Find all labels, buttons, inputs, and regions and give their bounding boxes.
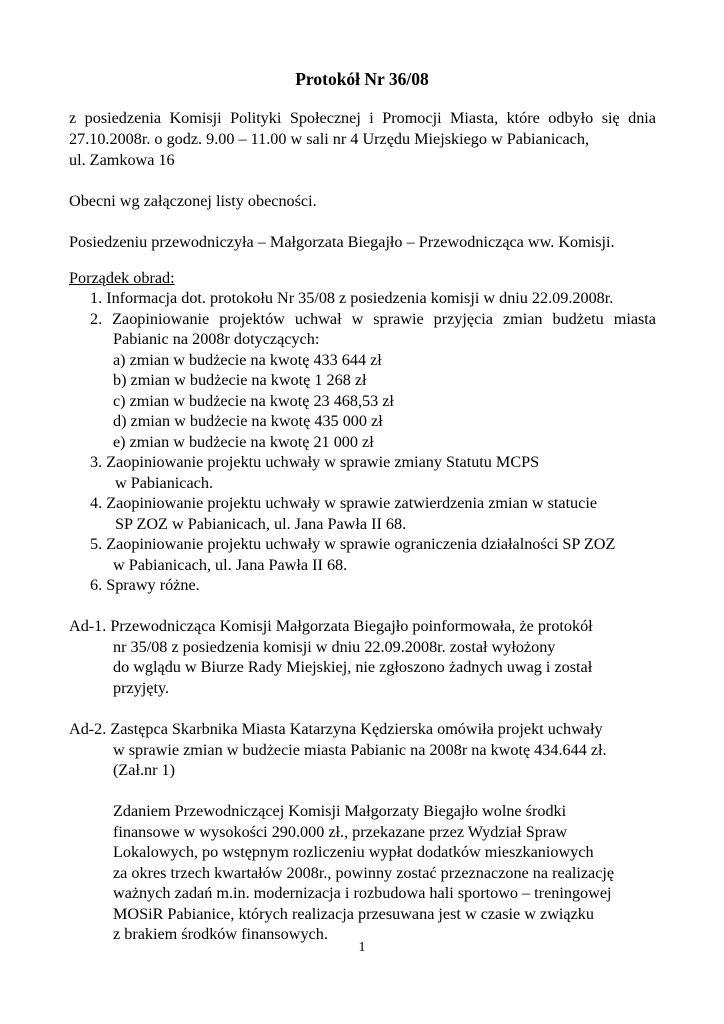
- agenda-item-4: 4. Zaopiniowanie projektu uchwały w sprawie zatwierdzenia zmian w statucie: [90, 494, 598, 512]
- ad2-line-1: Ad-2. Zastępca Skarbnika Miasta Katarzyna Kędzierska omówiła projekt uchwały: [69, 720, 603, 738]
- ad1-line-4: przyjęty.: [113, 679, 170, 697]
- agenda-item-2-cont: Pabianic na 2008r dotyczących:: [113, 330, 320, 348]
- ad2-paragraph-line-2: finansowe w wysokości 290.000 zł., przekazane przez Wydział Spraw: [113, 823, 568, 841]
- agenda-item-5: 5. Zaopiniowanie projektu uchwały w sprawie ograniczenia działalności SP ZOZ: [90, 535, 616, 553]
- intro-line-3: ul. Zamkowa 16: [69, 151, 175, 169]
- agenda-item-2: 2. Zaopiniowanie projektów uchwał w sprawie przyjęcia zmian budżetu miasta: [90, 310, 656, 328]
- agenda-item-3-cont: w Pabianicach.: [115, 474, 213, 492]
- ad2-paragraph-line-7: z brakiem środków finansowych.: [113, 925, 328, 943]
- agenda-item-1: 1. Informacja dot. protokołu Nr 35/08 z posiedzenia komisji w dniu 22.09.2008r.: [90, 289, 614, 307]
- agenda-heading: Porządek obrad:: [69, 269, 175, 287]
- ad2-paragraph-line-4: za okres trzech kwartałów 2008r., powinny zostać przeznaczone na realizację: [113, 864, 615, 882]
- ad2-line-3: (Zał.nr 1): [113, 761, 176, 779]
- agenda-subitem-b: b) zmian w budżecie na kwotę 1 268 zł: [113, 371, 367, 389]
- ad1-line-3: do wglądu w Biurze Rady Miejskiej, nie zgłoszono żadnych uwag i został: [113, 658, 593, 676]
- ad2-paragraph-line-5: ważnych zadań m.in. modernizacja i rozbudowa hali sportowo – treningowej: [113, 884, 612, 902]
- document-title: Protokół Nr 36/08: [295, 69, 429, 89]
- chair-text: Posiedzeniu przewodniczyła – Małgorzata Biegajło – Przewodnicząca ww. Komisji.: [69, 233, 615, 251]
- page-number: 1: [358, 940, 366, 955]
- ad2-line-2: w sprawie zmian w budżecie miasta Pabianic na 2008r na kwotę 434.644 zł.: [113, 741, 607, 759]
- agenda-subitem-e: e) zmian w budżecie na kwotę 21 000 zł: [113, 433, 374, 451]
- attendance-text: Obecni wg załączonej listy obecności.: [69, 192, 317, 210]
- ad1-line-1: Ad-1. Przewodnicząca Komisji Małgorzata Biegajło poinformowała, że protokół: [69, 617, 593, 635]
- intro-line-1: z posiedzenia Komisji Polityki Społecznej i Promocji Miasta, które odbyło się dnia: [69, 109, 656, 127]
- ad1-line-2: nr 35/08 z posiedzenia komisji w dniu 22.09.2008r. został wyłożony: [113, 638, 556, 656]
- agenda-subitem-a: a) zmian w budżecie na kwotę 433 644 zł: [113, 351, 382, 369]
- ad2-paragraph-line-3: Lokalowych, po wstępnym rozliczeniu wypłat dodatków mieszkaniowych: [113, 843, 594, 861]
- agenda-item-5-cont: w Pabianicach, ul. Jana Pawła II 68.: [113, 556, 348, 574]
- agenda-item-4-cont: SP ZOZ w Pabianicach, ul. Jana Pawła II 68.: [115, 515, 407, 533]
- agenda-item-3: 3. Zaopiniowanie projektu uchwały w sprawie zmiany Statutu MCPS: [90, 453, 540, 471]
- intro-line-2: 27.10.2008r. o godz. 9.00 – 11.00 w sali nr 4 Urzędu Miejskiego w Pabianicach,: [69, 130, 590, 148]
- ad2-paragraph-line-1: Zdaniem Przewodniczącej Komisji Małgorzaty Biegajło wolne środki: [113, 802, 567, 820]
- agenda-subitem-d: d) zmian w budżecie na kwotę 435 000 zł: [113, 412, 383, 430]
- agenda-item-6: 6. Sprawy różne.: [90, 576, 200, 594]
- agenda-subitem-c: c) zmian w budżecie na kwotę 23 468,53 zł: [113, 392, 394, 410]
- ad2-paragraph-line-6: MOSiR Pabianice, których realizacja przesuwana jest w czasie w związku: [113, 905, 594, 923]
